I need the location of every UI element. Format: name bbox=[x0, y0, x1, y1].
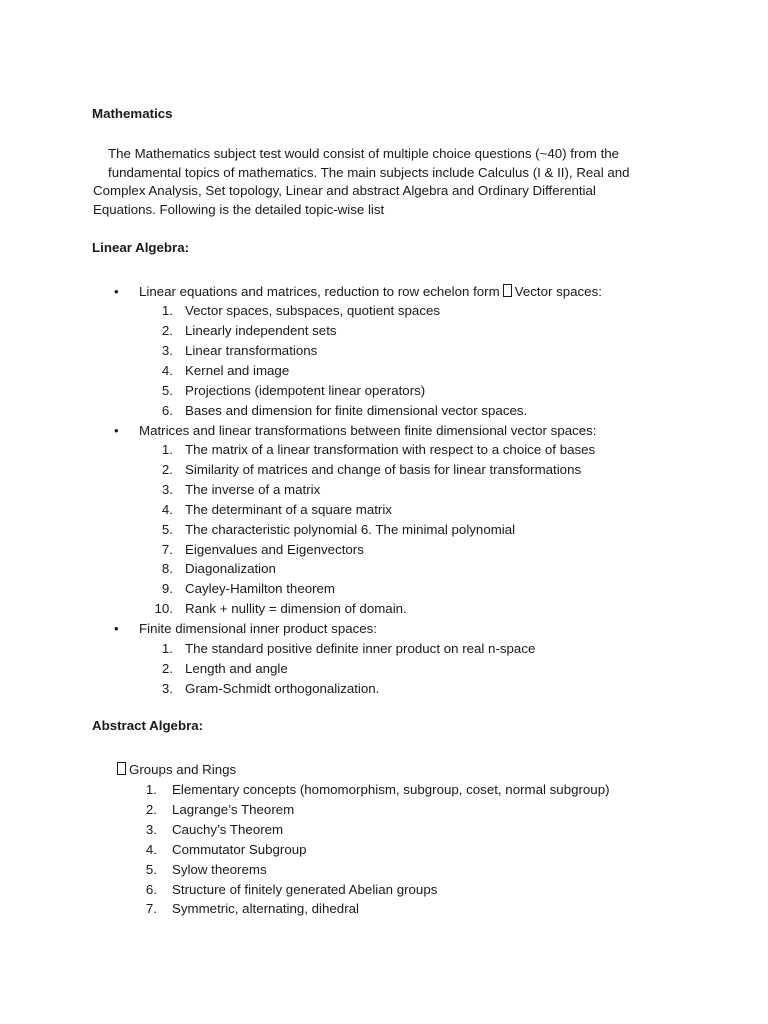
list-item-text: Rank + nullity = dimension of domain. bbox=[185, 601, 407, 617]
list-item bbox=[0, 301, 768, 321]
list-item-text: Symmetric, alternating, dihedral bbox=[172, 901, 359, 917]
list-item-number: 1. bbox=[161, 303, 173, 318]
list-item bbox=[0, 460, 768, 480]
list-item bbox=[0, 540, 768, 560]
list-item-number: 9. bbox=[161, 581, 173, 597]
list-item-number: 3. bbox=[161, 342, 173, 358]
bullet-icon: • bbox=[114, 423, 119, 438]
list-item-number: 5. bbox=[145, 861, 157, 877]
intro-line: Equations. Following is the detailed topic-wise list bbox=[93, 202, 385, 218]
list-item-text: The inverse of a matrix bbox=[185, 481, 321, 497]
list-item-number: 2. bbox=[161, 461, 173, 477]
list-item-number: 4. bbox=[145, 841, 157, 857]
list-item-number: 4. bbox=[161, 362, 173, 378]
list-item bbox=[0, 820, 768, 840]
list-item-text: Kernel and image bbox=[185, 362, 290, 378]
list-item-number: 7. bbox=[145, 901, 157, 917]
list-item-number: 2. bbox=[145, 801, 157, 817]
list-item-number: 5. bbox=[161, 382, 173, 398]
list-item-text: Diagonalization bbox=[185, 561, 276, 577]
list-item-text: The matrix of a linear transformation with respect to a choice of bases bbox=[185, 442, 596, 457]
list-item bbox=[0, 321, 768, 341]
list-item-number: 7. bbox=[161, 541, 173, 557]
list-item-text: Length and angle bbox=[185, 660, 288, 676]
list-item-number: 3. bbox=[161, 481, 173, 497]
list-item-number: 1. bbox=[161, 442, 173, 457]
list-item-text: Sylow theorems bbox=[172, 861, 267, 877]
bullet-item bbox=[0, 421, 768, 441]
list-item bbox=[0, 599, 768, 619]
list-item bbox=[0, 679, 768, 699]
list-item-number: 8. bbox=[161, 561, 173, 577]
list-item-number: 6. bbox=[161, 402, 173, 418]
list-item-text: Commutator Subgroup bbox=[172, 841, 307, 857]
list-item-text: Gram-Schmidt orthogonalization. bbox=[185, 680, 380, 696]
list-item bbox=[0, 899, 768, 919]
list-item-text: Cayley-Hamilton theorem bbox=[185, 581, 336, 597]
list-item-number: 2. bbox=[161, 660, 173, 676]
missing-glyph-icon bbox=[117, 762, 126, 775]
list-item bbox=[0, 800, 768, 820]
list-item bbox=[0, 381, 768, 401]
list-item bbox=[0, 500, 768, 520]
list-item-text: Linear transformations bbox=[185, 342, 318, 358]
list-item-number: 4. bbox=[161, 501, 173, 517]
list-item-number: 2. bbox=[161, 322, 173, 338]
list-item bbox=[0, 440, 768, 460]
list-item-text: The characteristic polynomial 6. The minimal polynomial bbox=[185, 521, 516, 537]
list-item bbox=[0, 840, 768, 860]
list-item-text: Eigenvalues and Eigenvectors bbox=[185, 541, 364, 557]
page-title: Mathematics bbox=[92, 106, 173, 121]
list-item-text: Elementary concepts (homomorphism, subgroup, coset, normal subgroup) bbox=[172, 782, 610, 797]
bullet-icon: • bbox=[114, 284, 119, 299]
list-item bbox=[0, 559, 768, 579]
list-item-number: 5. bbox=[161, 521, 173, 537]
bullet-item bbox=[0, 282, 768, 302]
list-item-text: The determinant of a square matrix bbox=[185, 501, 392, 517]
bullet-icon: • bbox=[114, 621, 119, 636]
list-item bbox=[0, 401, 768, 421]
list-item-text: Vector spaces, subspaces, quotient spaces bbox=[185, 303, 441, 318]
list-item-number: 3. bbox=[145, 821, 157, 837]
list-item bbox=[0, 579, 768, 599]
list-item-number: 10. bbox=[154, 601, 173, 617]
list-item-number: 3. bbox=[161, 680, 173, 696]
list-item bbox=[0, 639, 768, 659]
list-item-number: 6. bbox=[145, 881, 157, 897]
linear-algebra-heading: Linear Algebra: bbox=[92, 240, 190, 255]
bullet-label: Linear equations and matrices, reduction to row echelon form bbox=[139, 284, 500, 299]
groups-and-rings-label: Groups and Rings bbox=[117, 760, 236, 780]
bullet-label-continued: Vector spaces: bbox=[514, 284, 602, 299]
missing-glyph-icon bbox=[503, 284, 512, 297]
list-item bbox=[0, 341, 768, 361]
abstract-algebra-heading: Abstract Algebra: bbox=[92, 718, 204, 733]
intro-paragraph bbox=[93, 145, 673, 220]
list-item-text: Cauchy’s Theorem bbox=[172, 821, 284, 837]
list-item bbox=[0, 659, 768, 679]
list-item bbox=[0, 860, 768, 880]
list-item-text: Projections (idempotent linear operators) bbox=[185, 382, 426, 398]
list-item bbox=[0, 880, 768, 900]
list-item bbox=[0, 780, 768, 800]
list-item-number: 1. bbox=[145, 782, 157, 797]
intro-line: fundamental topics of mathematics. The main subjects include Calculus (I & II), Real and bbox=[108, 164, 630, 180]
intro-line: The Mathematics subject test would consist of multiple choice questions (~40) from the bbox=[108, 146, 620, 161]
list-item-number: 1. bbox=[161, 641, 173, 656]
list-item bbox=[0, 520, 768, 540]
bullet-label: Finite dimensional inner product spaces: bbox=[139, 621, 377, 636]
list-item-text: Linearly independent sets bbox=[185, 322, 337, 338]
list-item-text: Similarity of matrices and change of basis for linear transformations bbox=[185, 461, 582, 477]
list-item-text: Structure of finitely generated Abelian groups bbox=[172, 881, 438, 897]
bullet-label: Matrices and linear transformations between finite dimensional vector spaces: bbox=[139, 423, 597, 438]
list-item-text: Lagrange’s Theorem bbox=[172, 801, 295, 817]
list-item-text: Bases and dimension for finite dimensional vector spaces. bbox=[185, 402, 528, 418]
bullet-item bbox=[0, 619, 768, 639]
list-item-text: The standard positive definite inner product on real n-space bbox=[185, 641, 536, 656]
list-item bbox=[0, 480, 768, 500]
intro-line: Complex Analysis, Set topology, Linear and abstract Algebra and Ordinary Differential bbox=[93, 183, 596, 199]
list-item bbox=[0, 361, 768, 381]
